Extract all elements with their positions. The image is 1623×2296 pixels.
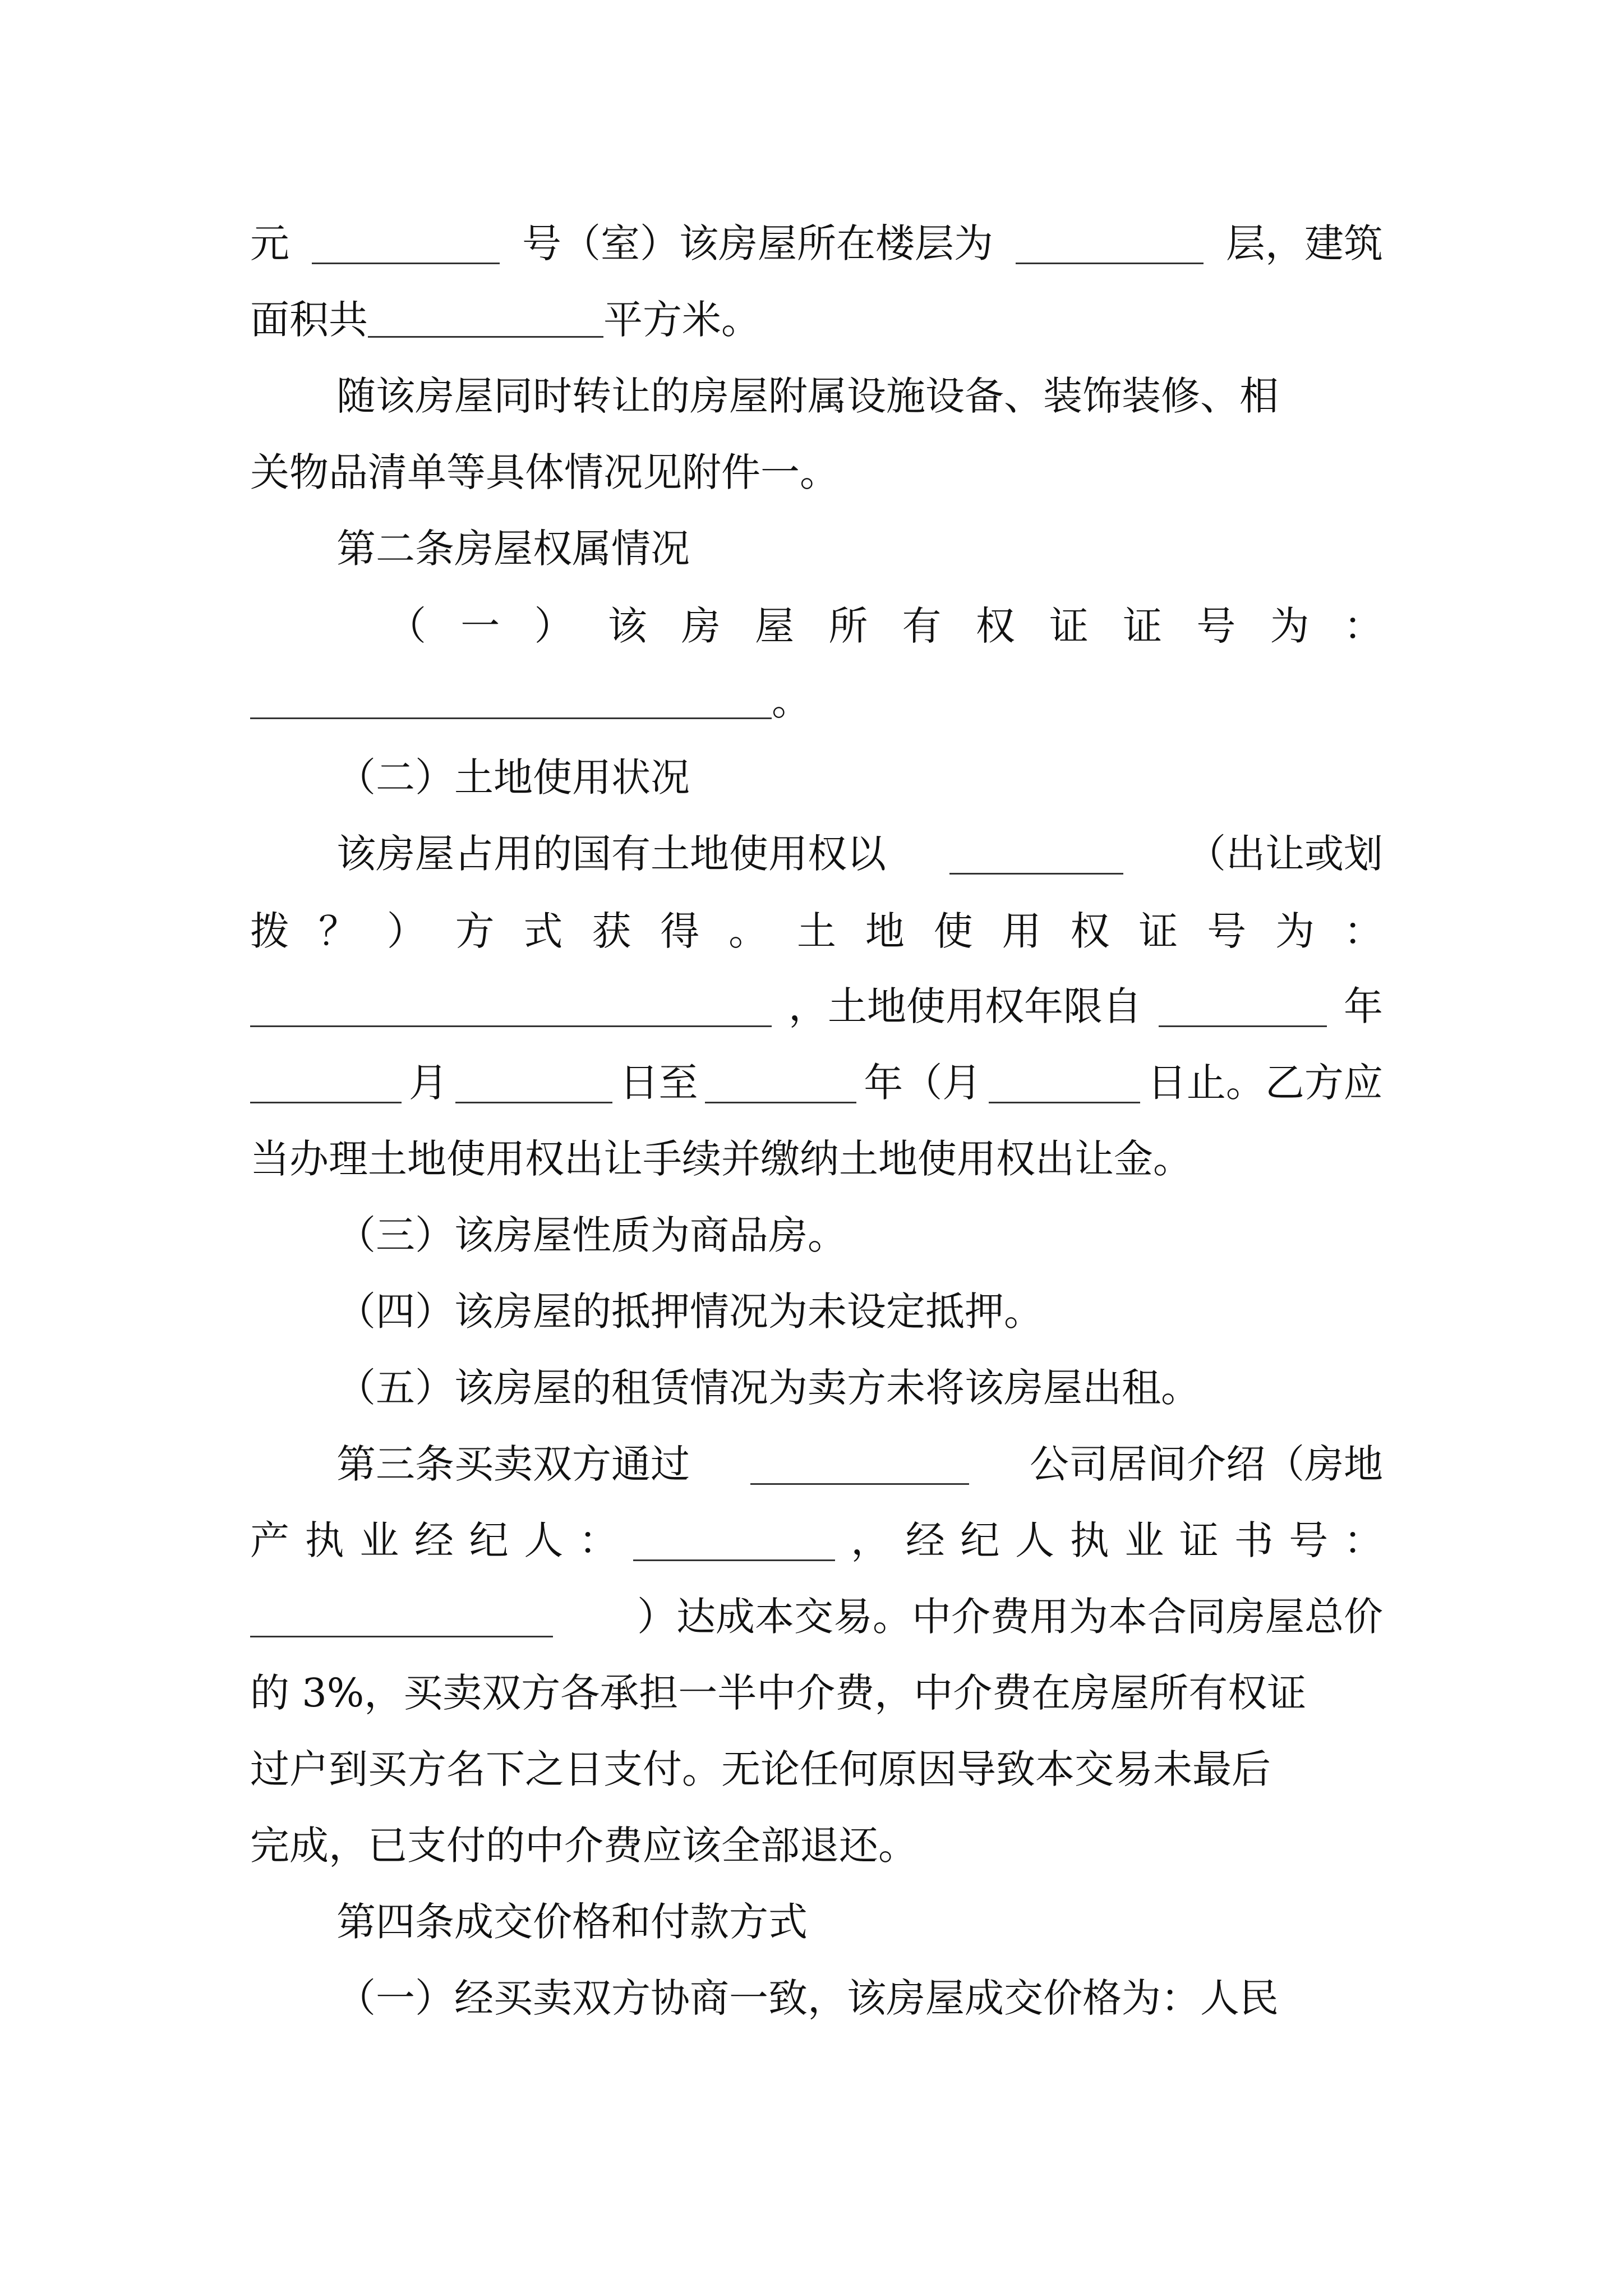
paragraph-line: 的 3%，买卖双方各承担一半中介费，中介费在房屋所有权证 xyxy=(250,1670,1307,1716)
char: 经 xyxy=(414,1517,454,1563)
blank-start-day[interactable] xyxy=(455,1062,612,1103)
char: 为 xyxy=(1275,908,1315,954)
char: 执 xyxy=(1069,1517,1109,1563)
blank-end-day[interactable] xyxy=(989,1062,1140,1103)
text: 月 xyxy=(408,1060,448,1106)
text: ）达成本交易。中介费用为本合同房屋总价 xyxy=(637,1594,1383,1640)
char: 该 xyxy=(607,603,647,649)
blank-floor[interactable] xyxy=(1016,223,1204,264)
char: 人 xyxy=(1015,1517,1055,1563)
blank-acquisition-method[interactable] xyxy=(949,834,1123,875)
char: 式 xyxy=(523,908,563,954)
char: 所 xyxy=(828,603,868,649)
line-certificate-blank xyxy=(250,673,1383,729)
blank-agency-company[interactable] xyxy=(750,1444,969,1485)
text: 公司居间介绍（房地 xyxy=(1030,1441,1383,1487)
char: 使 xyxy=(933,908,973,954)
line-land-certificate xyxy=(250,903,1383,959)
char: 权 xyxy=(975,603,1015,649)
paragraph-line: 完成，已支付的中介费应该全部退还。 xyxy=(250,1823,917,1869)
char: 得 xyxy=(660,908,700,954)
article-heading: 第二条房屋权属情况 xyxy=(336,526,690,572)
char: 经 xyxy=(905,1517,945,1563)
blank-certificate-number[interactable] xyxy=(250,678,772,719)
paragraph-line: 关物品清单等具体情况见附件一。 xyxy=(250,449,839,495)
blank-agent-name[interactable] xyxy=(633,1520,835,1561)
text: 年（月 xyxy=(864,1060,982,1106)
text: 元 xyxy=(250,220,289,266)
char: 书 xyxy=(1234,1517,1274,1563)
char: 证 xyxy=(1123,603,1163,649)
text: 面积共 xyxy=(250,297,368,343)
char: ） xyxy=(386,908,426,954)
char: 有 xyxy=(902,603,942,649)
char: 权 xyxy=(1070,908,1110,954)
paragraph-line: 随该房屋同时转让的房屋附属设施设备、装饰装修、相 xyxy=(336,373,1279,419)
char: ） xyxy=(534,603,574,649)
char: 产 xyxy=(250,1517,289,1563)
char: ， xyxy=(851,1517,891,1563)
char: 业 xyxy=(359,1517,399,1563)
char: 房 xyxy=(681,603,721,649)
paragraph-line: 过户到买方名下之日支付。无论任何原因导致本交易未最后 xyxy=(250,1746,1271,1792)
char: 。 xyxy=(728,908,768,954)
text: 该房屋占用的国有土地使用权以 xyxy=(336,831,886,877)
paragraph-line: （三）该房屋性质为商品房。 xyxy=(336,1212,847,1258)
char: 土 xyxy=(797,908,836,954)
char: 用 xyxy=(1002,908,1041,954)
char: 纪 xyxy=(469,1517,509,1563)
char: ： xyxy=(578,1517,618,1563)
line-certificate-number xyxy=(387,598,1383,654)
char: 获 xyxy=(592,908,631,954)
char: 地 xyxy=(865,908,905,954)
char: 执 xyxy=(305,1517,344,1563)
blank-start-month[interactable] xyxy=(250,1062,402,1103)
char: 号 xyxy=(1207,908,1247,954)
blank-land-certificate[interactable] xyxy=(250,986,772,1027)
line-unit-floor xyxy=(250,215,1383,272)
line-land-use xyxy=(336,826,1383,882)
char: 纪 xyxy=(960,1517,1000,1563)
line-agency-fee xyxy=(250,1589,1383,1645)
text: 。 xyxy=(772,678,811,724)
article-heading: 第四条成交价格和付款方式 xyxy=(336,1899,808,1945)
text: 号（室）该房屋所在楼层为 xyxy=(522,220,993,266)
char: 人 xyxy=(524,1517,564,1563)
text: 日止。乙方应 xyxy=(1147,1060,1383,1106)
line-agent xyxy=(250,1512,1383,1568)
line-agency xyxy=(336,1436,1383,1492)
char: ： xyxy=(1343,603,1383,649)
char: 方 xyxy=(455,908,495,954)
text: （出让或划 xyxy=(1187,831,1383,877)
char: （ xyxy=(387,603,426,649)
char: ： xyxy=(1344,908,1383,954)
paragraph-line: （一）经买卖双方协商一致，该房屋成交价格为：人民 xyxy=(336,1975,1279,2021)
blank-start-year[interactable] xyxy=(1159,986,1327,1027)
blank-area[interactable] xyxy=(368,297,603,338)
char: 为 xyxy=(1270,603,1310,649)
paragraph-line: （五）该房屋的租赁情况为卖方未将该房屋出租。 xyxy=(336,1365,1200,1411)
paragraph-line: 当办理土地使用权出让手续并缴纳土地使用权出让金。 xyxy=(250,1136,1192,1182)
char: 号 xyxy=(1196,603,1236,649)
text: ，土地使用权年限自 xyxy=(789,983,1142,1029)
char: ？ xyxy=(318,908,358,954)
text: 日至 xyxy=(619,1060,698,1106)
line-land-term-end xyxy=(250,1055,1383,1111)
text: 平方米。 xyxy=(603,297,760,343)
text: 第三条买卖双方通过 xyxy=(336,1441,690,1487)
section-heading: （二）土地使用状况 xyxy=(336,754,690,800)
char: 拨 xyxy=(250,908,289,954)
char: ： xyxy=(1343,1517,1383,1563)
text: 层，建筑 xyxy=(1226,220,1383,266)
text: 年 xyxy=(1344,983,1383,1029)
char: 证 xyxy=(1049,603,1089,649)
blank-end-year[interactable] xyxy=(705,1062,856,1103)
char: 屋 xyxy=(755,603,795,649)
paragraph-line: （四）该房屋的抵押情况为未设定抵押。 xyxy=(336,1289,1043,1335)
blank-agent-certificate[interactable] xyxy=(250,1596,553,1637)
char: 号 xyxy=(1289,1517,1329,1563)
line-area xyxy=(250,292,1383,348)
char: 证 xyxy=(1138,908,1178,954)
char: 一 xyxy=(460,603,500,649)
char: 证 xyxy=(1179,1517,1219,1563)
blank-room-number[interactable] xyxy=(312,223,500,264)
char: 业 xyxy=(1124,1517,1164,1563)
line-land-term xyxy=(250,978,1383,1034)
